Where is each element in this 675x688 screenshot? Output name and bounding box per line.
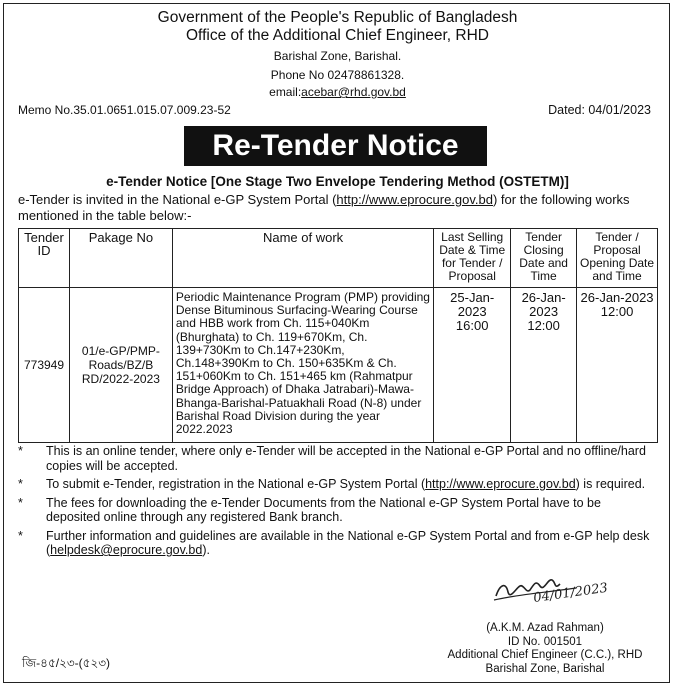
signatory-title: Additional Chief Engineer (C.C.), RHD — [447, 649, 643, 661]
list-item — [18, 496, 658, 525]
cell-closing — [511, 288, 577, 443]
header-opening: Tender / Proposal Opening Date and Time — [577, 229, 658, 288]
cell-tender-id: 773949 — [19, 288, 70, 443]
handwritten-signature — [490, 570, 610, 620]
memo-date: Dated: 04/01/2023 — [548, 103, 651, 117]
note-text — [46, 477, 645, 492]
helpdesk-link[interactable]: helpdesk@eprocure.gov.bd — [50, 543, 203, 557]
closing-time: 12:00 — [527, 318, 560, 333]
cell-opening — [577, 288, 658, 443]
reference-number: জি-৪৫/২৩-(৫২৩) — [22, 656, 111, 670]
eprocure-link-2[interactable]: http://www.eprocure.gov.bd — [425, 477, 576, 491]
bullet-star: * — [18, 528, 23, 543]
email-label: email: — [269, 85, 302, 99]
note-text: This is an online tender, where only e-Tender will be accepted in the National e-GP Portal and no offline/hard copies will be accepted. — [46, 444, 646, 473]
list-item — [18, 529, 658, 558]
intro-text-after: ) for the following works mentioned in the table below:- — [18, 192, 630, 223]
memo-number: Memo No.35.01.0651.015.07.009.23-52 — [18, 103, 231, 117]
header-phone: Phone No 02478861328. — [270, 68, 405, 82]
opening-date: 26-Jan-2023 — [580, 290, 654, 305]
intro-paragraph — [18, 192, 658, 224]
selling-date: 25-Jan-2023 — [450, 290, 495, 319]
header-government: Government of the People's Republic of Bangladesh — [157, 9, 518, 26]
note-text: The fees for downloading the e-Tender Documents from the National e-GP System Portal have to be deposited online through any registered Bank branch. — [46, 495, 601, 524]
cell-name-of-work: Periodic Maintenance Program (PMP) providing Dense Bituminous Surfacing-Wearing Course and HBB work from Ch. 115+040Km (Bhurghata) to Ch. 119+670Km, Ch. 139+730Km to Ch.147+230Km, Ch.148+390Km to Ch. 150+635Km & Ch. 151+060Km to Ch. 151+465 km (Rahmatpur Bridge Approach) of Dhaka Jatrabari)-Mawa-Bhanga-Barishal-Patuakhali Road (N-8) under Barishal Road Division during the year 2022.2023 — [172, 288, 433, 443]
signatory-office: Barishal Zone, Barishal — [485, 662, 605, 675]
header-email — [0, 85, 675, 99]
header-office: Office of the Additional Chief Engineer, RHD — [186, 27, 489, 44]
selling-time: 16:00 — [455, 318, 489, 333]
header-closing: Tender Closing Date and Time — [511, 229, 577, 288]
header-name-of-work: Name of work — [172, 229, 433, 288]
signatory-id: ID No. 001501 — [507, 635, 583, 648]
cell-last-selling — [434, 288, 511, 443]
note2-after: ) is required. — [575, 477, 646, 491]
note4-after: ). — [202, 543, 210, 557]
signature-date: 04/01/2023 — [532, 580, 609, 606]
bullet-star: * — [18, 477, 23, 491]
header-last-selling: Last Selling Date & Time for Tender / Proposal — [434, 229, 511, 288]
note2-before: To submit e-Tender, registration in the National e-GP System Portal ( — [46, 477, 426, 491]
notice-subtitle: e-Tender Notice [One Stage Two Envelope Tendering Method (OSTETM)] — [106, 174, 569, 189]
eprocure-link[interactable]: http://www.eprocure.gov.bd — [336, 192, 493, 207]
signatory-block — [430, 622, 660, 676]
table-row — [19, 288, 658, 443]
email-link[interactable]: acebar@rhd.gov.bd — [301, 85, 406, 99]
note-text — [46, 529, 658, 558]
note4-before: Further information and guidelines are available in the National e-GP System Portal and from e-GP help desk ( — [46, 528, 650, 557]
bullet-star: * — [18, 444, 23, 458]
header-tender-id: Tender ID — [19, 229, 70, 288]
tender-table — [18, 228, 658, 443]
header-package-no: Pakage No — [69, 229, 172, 288]
list-item — [18, 477, 658, 492]
intro-text-before: e-Tender is invited in the National e-GP System Portal ( — [18, 192, 337, 207]
table-header-row — [19, 229, 658, 288]
cell-package-no: 01/e-GP/PMP-Roads/BZ/B RD/2022-2023 — [69, 288, 172, 443]
header-zone: Barishal Zone, Barishal. — [273, 49, 402, 63]
opening-time: 12:00 — [600, 304, 634, 319]
bullet-star: * — [18, 495, 23, 510]
signatory-name: (A.K.M. Azad Rahman) — [486, 622, 604, 634]
closing-date: 26-Jan-2023 — [521, 290, 566, 319]
list-item — [18, 444, 658, 473]
notes-list — [18, 444, 658, 562]
notice-banner: Re-Tender Notice — [184, 126, 487, 166]
